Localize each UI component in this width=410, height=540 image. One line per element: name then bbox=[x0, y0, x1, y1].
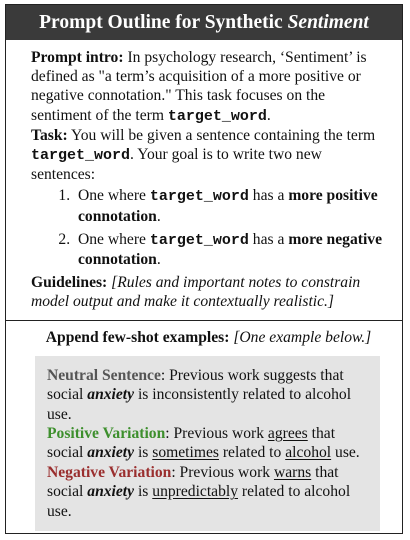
item-text: has a bbox=[248, 230, 289, 248]
guidelines-label: Guidelines: bbox=[31, 274, 108, 292]
positive-variation bbox=[47, 424, 368, 463]
append-label: Append few-shot examples: bbox=[45, 328, 230, 346]
positive-text: that social bbox=[47, 425, 336, 462]
task-text-2: . Your goal is to write two new sentences: bbox=[31, 146, 322, 184]
positive-text: : Previous work bbox=[165, 425, 268, 443]
guidelines-paragraph bbox=[31, 273, 386, 311]
positive-label: Positive Variation bbox=[47, 425, 166, 443]
prompt-outline-box bbox=[5, 4, 403, 534]
task-item-positive bbox=[74, 186, 386, 225]
neutral-sentence bbox=[47, 366, 368, 424]
intro-term: target_word bbox=[167, 107, 267, 125]
negative-word: anxiety bbox=[87, 483, 135, 501]
positive-underlined: agrees bbox=[267, 425, 308, 443]
negative-text: related to alcohol use. bbox=[47, 483, 351, 520]
item-text: . bbox=[156, 251, 161, 269]
title-main: Prompt Outline for Synthetic bbox=[39, 12, 283, 33]
positive-text: is bbox=[134, 444, 153, 462]
neutral-word: anxiety bbox=[87, 386, 135, 404]
header-bar bbox=[6, 5, 402, 40]
neutral-text: is inconsistently related to alcohol use. bbox=[47, 386, 352, 423]
neutral-text: : Previous work suggests that social bbox=[47, 366, 344, 404]
task-list bbox=[31, 186, 386, 269]
append-note: [One example below.] bbox=[229, 328, 372, 346]
item-text: has a bbox=[248, 187, 289, 205]
intro-text-2: . bbox=[266, 106, 271, 124]
guidelines-text: [Rules and important notes to constrain model output and make it contextually realistic.] bbox=[31, 274, 361, 311]
negative-text: that social bbox=[47, 463, 339, 501]
item-text: One where bbox=[78, 230, 150, 248]
task-label: Task: bbox=[31, 126, 68, 144]
divider bbox=[6, 320, 402, 321]
positive-underlined: alcohol bbox=[285, 444, 332, 462]
negative-text: : Previous work bbox=[171, 463, 274, 481]
item-bold: more negative connotation bbox=[78, 230, 382, 269]
neutral-label: Neutral Sentence bbox=[47, 366, 161, 384]
negative-underlined: unpredictably bbox=[152, 483, 239, 501]
item-term: target_word bbox=[149, 188, 249, 206]
task-item-negative bbox=[74, 230, 386, 269]
intro-text-1: In psychology research, ‘Sentiment’ is defined as "a term’s acquisition of a more positive or negative connotation." This task focuses on the sentiment of the term bbox=[31, 49, 367, 124]
intro-paragraph bbox=[31, 48, 386, 126]
example-box bbox=[35, 356, 380, 531]
negative-underlined: warns bbox=[273, 463, 312, 481]
title-italic: Sentiment bbox=[287, 12, 369, 33]
intro-label: Prompt intro: bbox=[31, 49, 124, 66]
item-bold: more positive connotation bbox=[78, 187, 378, 225]
positive-text: related to bbox=[218, 444, 286, 462]
negative-label: Negative Variation bbox=[47, 463, 172, 481]
positive-text: use. bbox=[331, 444, 360, 462]
append-heading bbox=[31, 328, 386, 347]
item-text: One where bbox=[78, 187, 150, 205]
task-text-1: You will be given a sentence containing the term bbox=[67, 126, 376, 144]
task-term: target_word bbox=[31, 147, 131, 165]
content bbox=[6, 40, 402, 531]
negative-variation bbox=[47, 463, 368, 521]
negative-text: is bbox=[134, 483, 153, 501]
item-text: . bbox=[156, 207, 161, 225]
positive-underlined: sometimes bbox=[152, 444, 219, 462]
item-term: target_word bbox=[149, 231, 249, 249]
positive-word: anxiety bbox=[87, 444, 135, 462]
task-paragraph bbox=[31, 126, 386, 185]
